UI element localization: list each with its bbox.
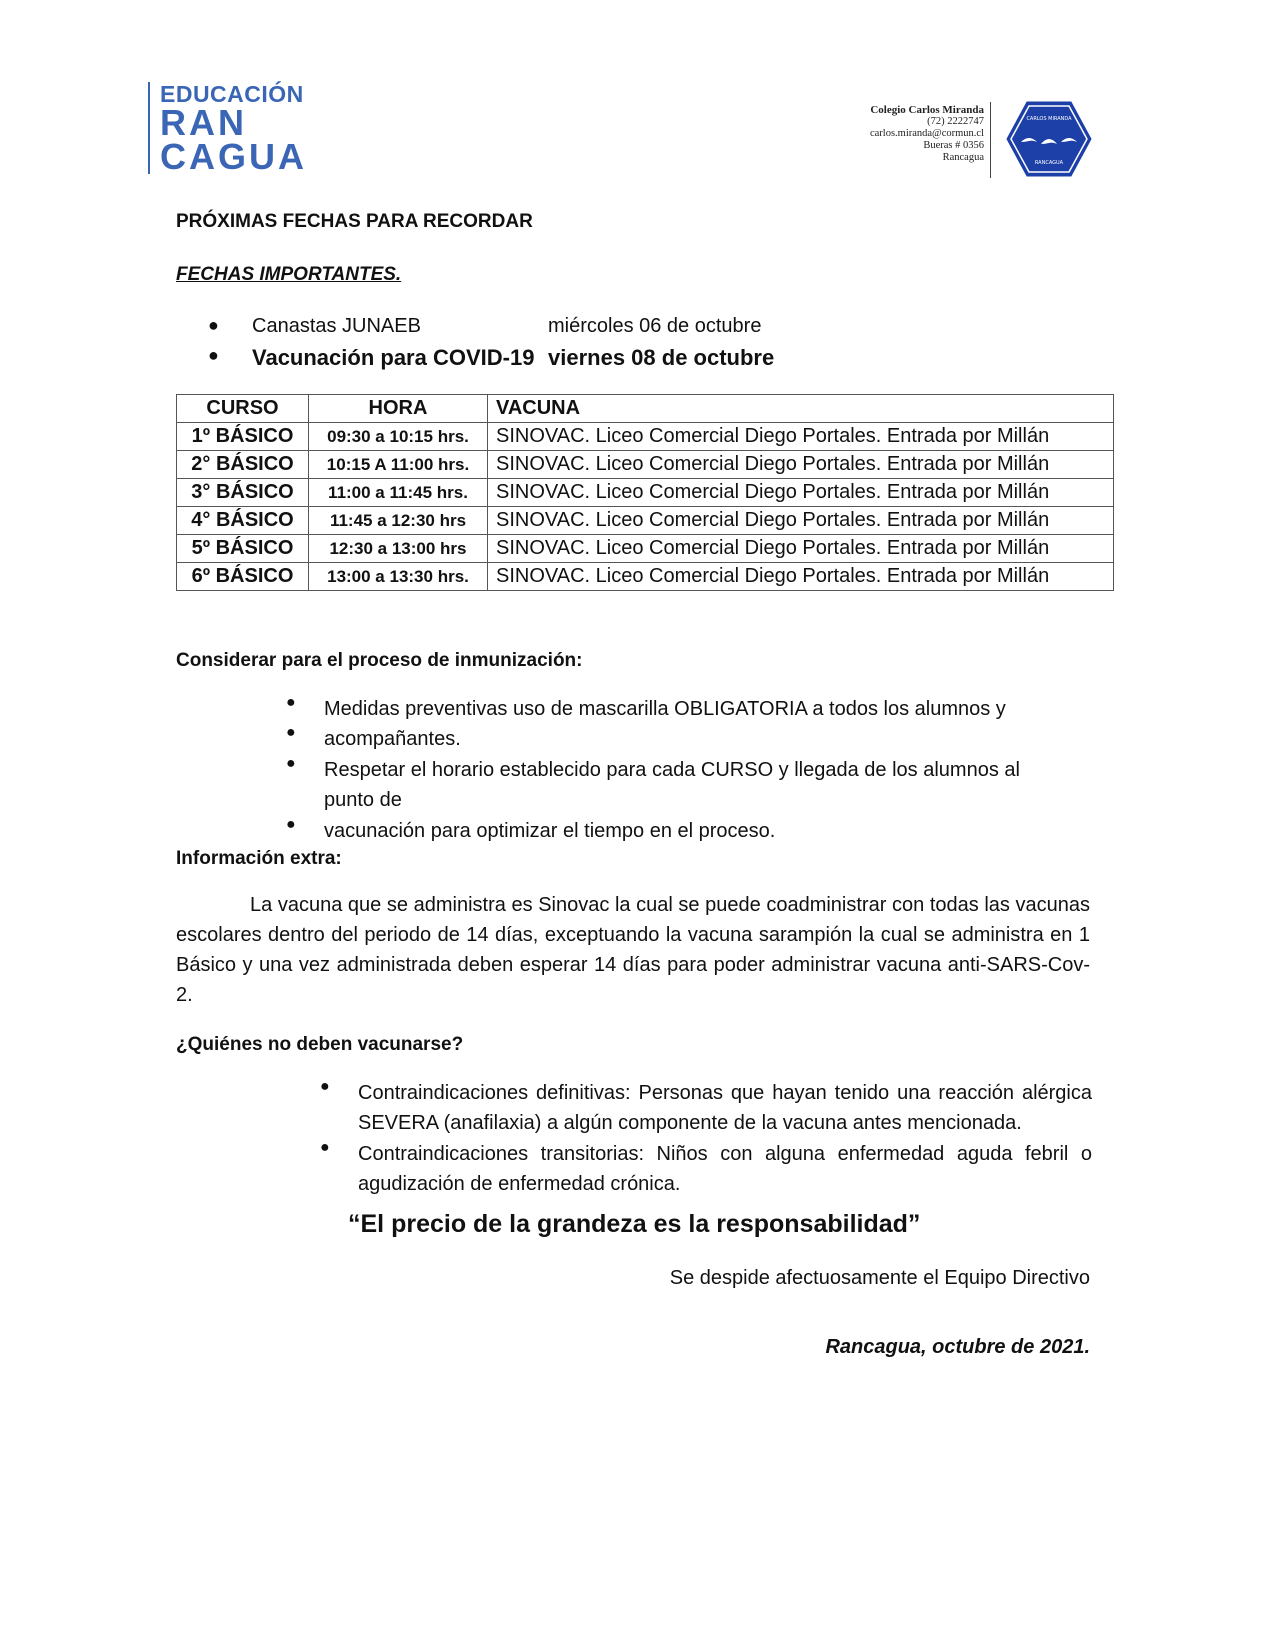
list-item-text: Contraindicaciones transitorias: Niños con alguna enfermedad aguda febril o agudización de enfermedad crónica. (358, 1143, 1092, 1195)
table-cell-course: 4° BÁSICO (177, 507, 309, 535)
table-cell-vaccine: SINOVAC. Liceo Comercial Diego Portales. Entrada por Millán (488, 479, 1114, 507)
table-cell-time: 11:45 a 12:30 hrs (309, 507, 488, 535)
logo-line-3: CAGUA (160, 136, 307, 177)
consider-heading: Considerar para el proceso de inmunización: (176, 650, 583, 671)
list-item (286, 694, 1086, 724)
table-row (177, 479, 1114, 507)
school-emblem-icon (1005, 100, 1093, 178)
list-item (286, 816, 1086, 846)
table-cell-course: 2° BÁSICO (177, 451, 309, 479)
table-cell-vaccine: SINOVAC. Liceo Comercial Diego Portales. Entrada por Millán (488, 535, 1114, 563)
who-not-heading: ¿Quiénes no deben vacunarse? (176, 1034, 464, 1055)
school-info (808, 104, 984, 164)
table-row (177, 423, 1114, 451)
school-phone: (72) 2222747 (927, 116, 984, 127)
table-cell-course: 3° BÁSICO (177, 479, 309, 507)
logo-line-1: EDUCACIÓN (160, 81, 304, 107)
list-item (320, 1078, 1092, 1138)
table-row (177, 563, 1114, 591)
educacion-rancagua-logo (148, 81, 307, 177)
bullet-icon: ● (286, 755, 296, 772)
table-cell-vaccine: SINOVAC. Liceo Comercial Diego Portales. Entrada por Millán (488, 423, 1114, 451)
date-label: Canastas JUNAEB (252, 315, 421, 337)
list-item-text: Contraindicaciones definitivas: Personas que hayan tenido una reacción alérgica SEVERA (anafilaxia) a algún componente de la vacuna antes mencionada. (358, 1082, 1092, 1134)
date-label: Vacunación para COVID-19 (252, 345, 535, 370)
extra-info-heading: Información extra: (176, 848, 342, 869)
table-cell-course: 6º BÁSICO (177, 563, 309, 591)
table-cell-vaccine: SINOVAC. Liceo Comercial Diego Portales. Entrada por Millán (488, 451, 1114, 479)
page-title: PRÓXIMAS FECHAS PARA RECORDAR (176, 211, 533, 232)
column-header: CURSO (177, 395, 309, 423)
closing-quote: “El precio de la grandeza es la responsabilidad” (348, 1210, 921, 1238)
school-address: Bueras # 0356 (923, 140, 984, 151)
list-item-text: acompañantes. (324, 728, 461, 750)
table-header-row (177, 395, 1114, 423)
bullet-icon: ● (286, 724, 296, 741)
emblem-top-text: CARLOS MIRANDA (1026, 116, 1072, 122)
extra-info-paragraph: La vacuna que se administra es Sinovac la cual se puede coadministrar con todas las vacunas escolares dentro del periodo de 14 días, exceptuando la vacuna sarampión la cual se administra en 1 Básico y una vez administrada deben esperar 14 días para poder administrar vacuna anti-SARS-Cov-2. (176, 894, 1090, 1006)
bullet-icon: ● (320, 1078, 330, 1095)
list-item (286, 724, 1086, 754)
table-cell-vaccine: SINOVAC. Liceo Comercial Diego Portales. Entrada por Millán (488, 563, 1114, 591)
list-item (320, 1139, 1092, 1199)
table-row (177, 451, 1114, 479)
section-subtitle: FECHAS IMPORTANTES. (176, 264, 402, 285)
bullet-icon: ● (208, 345, 219, 365)
bullet-icon: ● (286, 816, 296, 833)
date-item (208, 315, 808, 345)
bullet-icon: ● (208, 315, 219, 335)
column-header: VACUNA (488, 395, 1114, 423)
logo-line-2: RAN (160, 102, 247, 143)
table-cell-vaccine: SINOVAC. Liceo Comercial Diego Portales. Entrada por Millán (488, 507, 1114, 535)
bullet-icon: ● (320, 1139, 330, 1156)
bullet-icon: ● (286, 694, 296, 711)
list-item-text: vacunación para optimizar el tiempo en el proceso. (324, 820, 776, 842)
column-header: HORA (309, 395, 488, 423)
vaccination-schedule-table (176, 394, 1114, 591)
list-item-text: Medidas preventivas uso de mascarilla OBLIGATORIA a todos los alumnos y (324, 698, 1006, 720)
school-city: Rancagua (942, 152, 984, 163)
table-cell-time: 12:30 a 13:00 hrs (309, 535, 488, 563)
emblem-bottom-text: RANCAGUA (1034, 160, 1064, 166)
table-cell-time: 10:15 A 11:00 hrs. (309, 451, 488, 479)
place-date: Rancagua, octubre de 2021. (825, 1336, 1090, 1358)
table-cell-course: 1º BÁSICO (177, 423, 309, 451)
table-cell-course: 5º BÁSICO (177, 535, 309, 563)
table-row (177, 507, 1114, 535)
header-divider (990, 102, 991, 178)
table-row (177, 535, 1114, 563)
table-cell-time: 13:00 a 13:30 hrs. (309, 563, 488, 591)
date-value: viernes 08 de octubre (548, 345, 775, 370)
table-cell-time: 09:30 a 10:15 hrs. (309, 423, 488, 451)
list-item-text: Respetar el horario establecido para cada CURSO y llegada de los alumnos al punto de (324, 759, 1020, 811)
list-item (286, 755, 1086, 815)
date-value: miércoles 06 de octubre (548, 315, 762, 337)
school-email: carlos.miranda@cormun.cl (869, 128, 984, 139)
school-name: Colegio Carlos Miranda (870, 104, 984, 116)
table-cell-time: 11:00 a 11:45 hrs. (309, 479, 488, 507)
date-item (208, 345, 808, 375)
farewell-text: Se despide afectuosamente el Equipo Directivo (669, 1267, 1090, 1289)
